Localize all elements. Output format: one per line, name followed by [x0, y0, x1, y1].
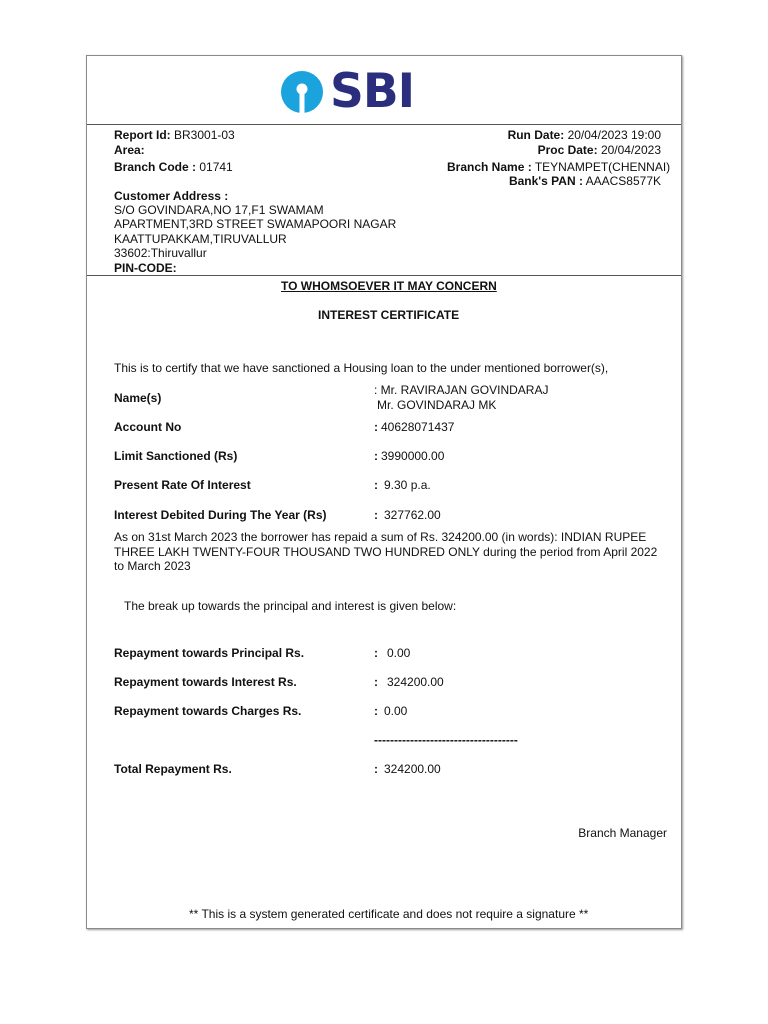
- limit-label: Limit Sanctioned (Rs): [114, 449, 238, 463]
- principal-label: Repayment towards Principal Rs.: [114, 646, 305, 660]
- proc-date: [538, 143, 661, 157]
- names-label: Name(s): [114, 391, 162, 405]
- bank-pan-value: AAACS8577K: [585, 174, 661, 188]
- sbi-keyhole-icon: [280, 70, 324, 114]
- interest-debited-value: 327762.00: [384, 508, 441, 522]
- charges-colon: :: [374, 704, 378, 718]
- address-line: S/O GOVINDARA,NO 17,F1 SWAMAM: [114, 203, 324, 217]
- borrower-name-2: Mr. GOVINDARAJ MK: [377, 398, 497, 412]
- branch-manager: Branch Manager: [578, 826, 667, 840]
- interest-repay-colon: :: [374, 675, 378, 689]
- proc-date-value: 20/04/2023: [600, 143, 661, 157]
- account-value: 40628071437: [381, 420, 455, 434]
- branch-code-value: 01741: [199, 160, 233, 174]
- report-id-label: Report Id:: [114, 128, 171, 142]
- account-label: Account No: [114, 420, 182, 434]
- branch-code: [114, 160, 233, 174]
- area-label: Area:: [114, 143, 145, 157]
- branch-code-label: Branch Code :: [114, 160, 197, 174]
- pin-code-label: PIN-CODE:: [114, 261, 177, 275]
- principal-colon: :: [374, 646, 378, 660]
- limit-value: 3990000.00: [381, 449, 445, 463]
- logo-band: [87, 56, 681, 125]
- rate-colon: :: [374, 478, 378, 492]
- total-value: 324200.00: [384, 762, 441, 776]
- run-date-value: 20/04/2023 19:00: [567, 128, 661, 142]
- proc-date-label: Proc Date:: [537, 143, 598, 157]
- repaid-statement: As on 31st March 2023 the borrower has repaid a sum of Rs. 324200.00 (in words): INDIAN RUPEE THREE LAKH TWENTY-FOUR THOUSAND TWO HUNDRED ONLY during the period from April 2022 to March 2023: [114, 530, 658, 573]
- certificate-title: INTEREST CERTIFICATE: [318, 308, 460, 322]
- sbi-logo-text: SBI: [330, 64, 415, 119]
- breakup-intro: The break up towards the principal and interest is given below:: [124, 599, 457, 613]
- rate-label: Present Rate Of Interest: [114, 478, 251, 492]
- address-line: KAATTUPAKKAM,TIRUVALLUR: [114, 232, 287, 246]
- run-date-label: Run Date:: [507, 128, 565, 142]
- branch-name-value: TEYNAMPET(CHENNAI): [534, 160, 671, 174]
- footer-note: ** This is a system generated certificate and does not require a signature **: [189, 907, 589, 921]
- certificate-page: [86, 55, 682, 929]
- concern-title: TO WHOMSOEVER IT MAY CONCERN: [281, 279, 497, 293]
- intro-text: This is to certify that we have sanctioned a Housing loan to the under mentioned borrower(s),: [114, 361, 609, 375]
- address-line: APARTMENT,3RD STREET SWAMAPOORI NAGAR: [114, 217, 397, 231]
- branch-name: [447, 160, 670, 174]
- customer-address-label: Customer Address :: [114, 189, 229, 203]
- branch-name-label: Branch Name :: [447, 160, 532, 174]
- account-colon: :: [374, 420, 378, 434]
- report-id-value: BR3001-03: [174, 128, 235, 142]
- interest-repay-label: Repayment towards Interest Rs.: [114, 675, 297, 689]
- charges-label: Repayment towards Charges Rs.: [114, 704, 302, 718]
- total-label: Total Repayment Rs.: [114, 762, 232, 776]
- report-id: [114, 128, 235, 142]
- interest-debited-colon: :: [374, 508, 378, 522]
- total-colon: :: [374, 762, 378, 776]
- rate-value: 9.30 p.a.: [384, 478, 431, 492]
- borrower-name-1: : Mr. RAVIRAJAN GOVINDARAJ: [374, 383, 549, 397]
- principal-value: 0.00: [387, 646, 411, 660]
- section-divider: [87, 275, 681, 276]
- sbi-logo: [280, 64, 415, 119]
- bank-pan: [509, 174, 661, 188]
- total-separator: ------------------------------------: [374, 733, 518, 747]
- address-line: 33602:Thiruvallur: [114, 246, 207, 260]
- interest-repay-value: 324200.00: [387, 675, 444, 689]
- interest-debited-label: Interest Debited During The Year (Rs): [114, 508, 327, 522]
- charges-value: 0.00: [384, 704, 408, 718]
- run-date: [508, 128, 661, 142]
- limit-colon: :: [374, 449, 378, 463]
- bank-pan-label: Bank's PAN :: [508, 174, 583, 188]
